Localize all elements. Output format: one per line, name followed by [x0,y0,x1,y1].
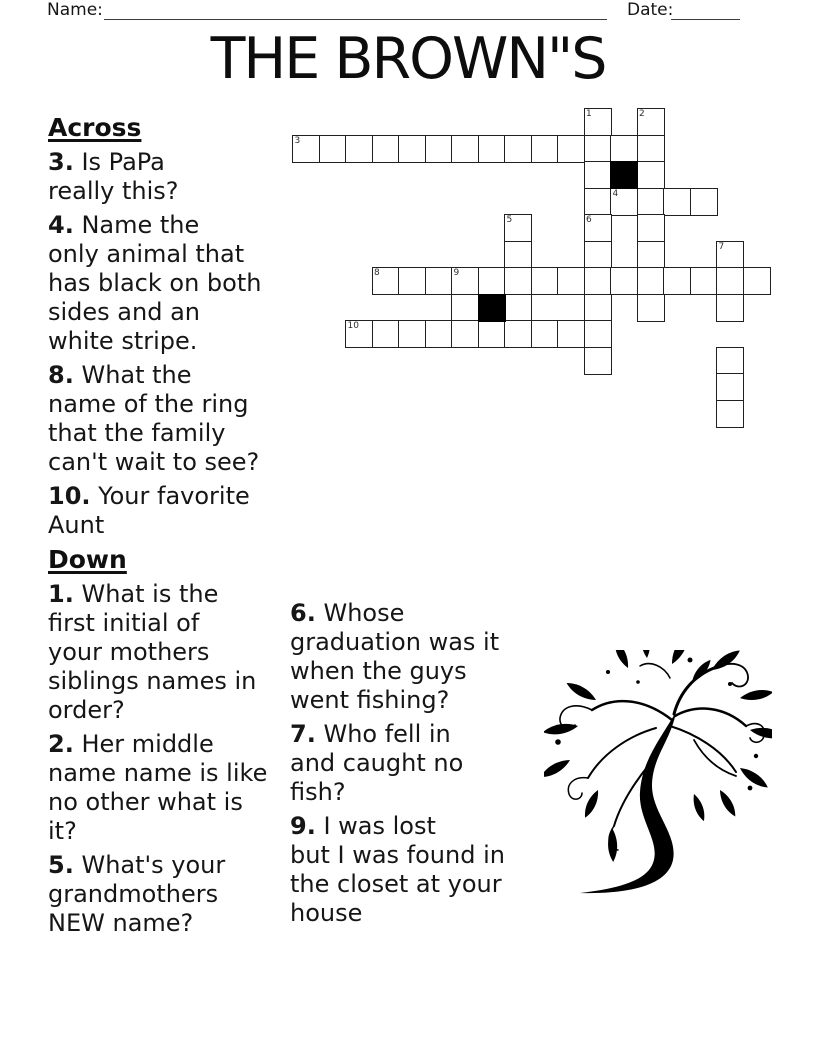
crossword-grid [292,108,770,428]
grid-cell [398,135,426,163]
grid-cell [690,188,718,216]
cell-number: 1 [586,109,592,119]
grid-cell [372,267,400,295]
cell-number: 5 [506,215,513,225]
grid-cell [504,320,532,348]
date-blank-line [671,1,740,20]
grid-cell [531,267,559,295]
grid-cell [425,135,453,163]
grid-cell [451,320,479,348]
name-blank-line [104,1,607,20]
cell-number: 4 [612,188,619,199]
grid-cell [345,135,373,163]
grid-cell [451,135,479,163]
grid-cell [425,267,453,295]
name-label: Name: [47,0,103,20]
clue-number: 9. [290,812,316,840]
grid-cell [398,267,426,295]
clues-middle-column [290,599,552,933]
grid-cell [610,188,638,216]
grid-cell [504,135,532,163]
clue-number: 8. [48,361,74,389]
grid-cell [584,161,612,189]
grid-cell [584,320,612,348]
grid-cell [319,135,347,163]
grid-cell [716,241,744,269]
clue-number: 3. [48,148,74,176]
grid-cell [584,347,612,375]
cell-number: 8 [374,268,380,278]
grid-cell [743,267,771,295]
clues-left-column [48,113,310,943]
clue-down-2: 2. Her middle name name is like no other what is it? [48,730,268,845]
grid-cell [531,320,559,348]
grid-cell [690,267,718,295]
grid-cell [663,188,691,216]
clue-down-5: 5. What's your grandmothers NEW name? [48,851,226,937]
cell-number: 3 [294,135,301,146]
down-heading: Down [48,545,127,574]
grid-cell [478,320,506,348]
clue-number: 4. [48,211,74,239]
grid-cell [610,135,638,163]
grid-cell [557,320,585,348]
grid-cell [716,294,744,322]
grid-cell [637,294,665,322]
grid-cell [557,267,585,295]
flourish-tree-image [544,650,772,896]
grid-cell [584,214,612,242]
clue-down-1: 1. What is the first initial of your mothers siblings names in order? [48,580,257,724]
grid-cell [584,294,612,322]
flourish-tree-icon [544,650,772,896]
clue-across-8: 8. What the name of the ring that the family can't wait to see? [48,361,260,476]
grid-cell [504,214,532,242]
down-clue-list-second [290,599,552,928]
down-clue-list-first [48,580,310,938]
grid-cell [637,135,665,163]
cell-number: 10 [347,321,359,331]
cell-number: 6 [586,215,592,225]
page-title: THE BROWN"S [210,26,606,92]
grid-cell [716,400,744,428]
clue-across-10: 10. Your favorite Aunt [48,482,250,539]
grid-cell [637,161,665,189]
black-cell [478,294,506,322]
grid-cell [531,135,559,163]
clue-down-7: 7. Who fell in and caught no fish? [290,720,464,806]
across-heading: Across [48,113,142,142]
date-label: Date: [627,0,674,20]
cell-number: 9 [453,268,460,278]
grid-cell [425,320,453,348]
black-cell [610,161,638,189]
grid-cell [637,108,665,136]
grid-cell [557,135,585,163]
clue-number: 1. [48,580,74,608]
clue-number: 6. [290,599,316,627]
clue-down-6: 6. Whose graduation was it when the guys went fishing? [290,599,500,714]
grid-cell [584,188,612,216]
clue-across-3: 3. Is PaPa really this? [48,148,179,205]
cell-number: 2 [639,109,645,119]
grid-cell [716,267,744,295]
clue-number: 2. [48,730,74,758]
grid-cell [451,267,479,295]
grid-cell [451,294,479,322]
clue-number: 5. [48,851,74,879]
grid-cell [584,267,612,295]
grid-cell [610,267,638,295]
clue-number: 10. [48,482,91,510]
grid-cell [637,214,665,242]
clue-across-4: 4. Name the only animal that has black on both sides and an white stripe. [48,211,262,355]
grid-cell [637,241,665,269]
grid-cell [663,267,691,295]
cell-number: 7 [718,241,725,252]
grid-cell [716,373,744,401]
grid-cell [372,135,400,163]
grid-cell [716,347,744,375]
grid-cell [504,294,532,322]
clue-down-9: 9. I was lost but I was found in the closet at your house [290,812,505,927]
grid-cell [345,320,373,348]
grid-cell [398,320,426,348]
grid-cell [478,135,506,163]
grid-cell [584,241,612,269]
grid-cell [504,241,532,269]
grid-cell [478,267,506,295]
grid-cell [584,108,612,136]
clue-number: 7. [290,720,316,748]
across-clue-list [48,148,310,540]
grid-cell [637,188,665,216]
grid-cell [372,320,400,348]
grid-cell [637,267,665,295]
grid-cell [504,267,532,295]
grid-cell [584,135,612,163]
